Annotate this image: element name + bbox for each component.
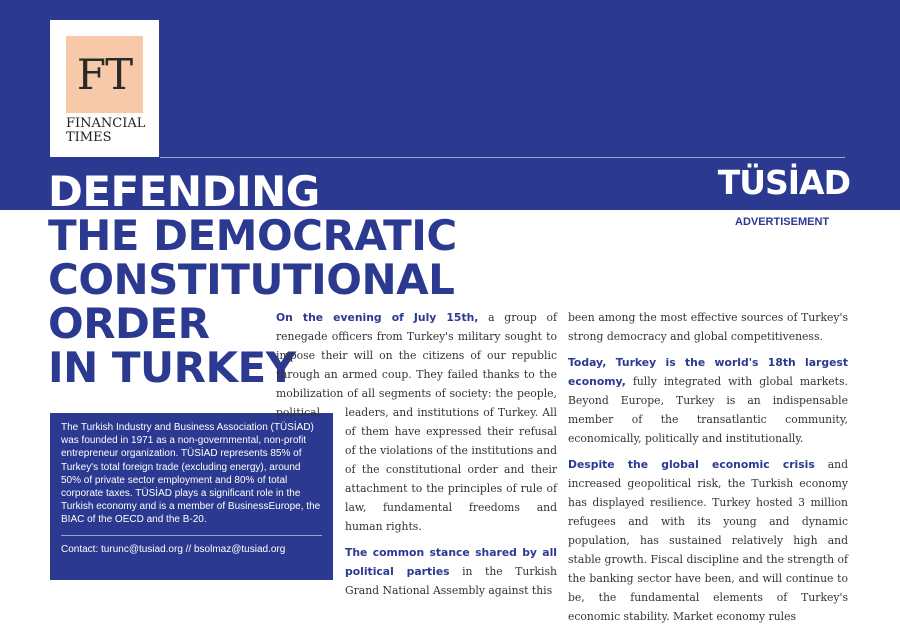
- ft-logo-letters: FT: [76, 50, 133, 99]
- column-2-paragraph-2-lead: Today, Turkey is the world's 18th largest economy,: [568, 356, 848, 388]
- paragraph-1-text: a group of renegade officers from Turkey's military sought to impose their will on the citizens of our republic through an armed coup. They failed thanks to the mobilization of all segments of society: the people, political: [276, 311, 557, 419]
- about-divider: [61, 535, 322, 536]
- about-text: The Turkish Industry and Business Association (TÜSİAD) was founded in 1971 as a non-governmental, non-profit entrepreneur organization. TÜSİAD represents 85% of Turkey's total foreign trade (excluding energy), around 50% of private sector employment and 80% of total corporate taxes. TÜSİAD plays a significant role in the Turkish economy and is a member of BusinessEurope, the BIAC of the OECD and the B-20.: [61, 422, 321, 526]
- tusiad-logo: TÜSİAD: [717, 163, 850, 202]
- header-divider: [160, 157, 845, 158]
- ft-logo-mark: [66, 36, 143, 113]
- paragraph-1-continued: leaders, and institutions of Turkey. All of them have expressed their refusal of the violations of the institutions and of the constitutional order and their attachment to the principles of rule of law, fundamental freedoms and human rights.: [345, 406, 557, 533]
- article-column-2: [568, 308, 848, 626]
- paragraph-2: [345, 543, 557, 600]
- headline-line-1: DEFENDING: [48, 167, 320, 216]
- column-2-paragraph-3-lead: Despite the global economic crisis: [568, 458, 815, 471]
- column-2-paragraph-3: [568, 455, 848, 626]
- advertisement-label: ADVERTISEMENT: [735, 216, 830, 228]
- column-2-paragraph-1: been among the most effective sources of Turkey's strong democracy and global competitiveness.: [568, 311, 848, 343]
- column-2-paragraph-2: [568, 353, 848, 448]
- ft-logo-line1: FINANCIAL: [66, 116, 146, 131]
- headline-line-3: CONSTITUTIONAL: [48, 255, 455, 304]
- ft-logo-wordmark: [66, 117, 145, 145]
- headline-line-4: ORDER: [48, 299, 210, 348]
- contact-line: Contact: turunc@tusiad.org // bsolmaz@tusiad.org: [61, 543, 286, 555]
- ft-logo: [50, 20, 159, 157]
- paragraph-1-lead: On the evening of July 15th,: [276, 311, 479, 324]
- column-2-paragraph-3-text: and increased geopolitical risk, the Turkish economy has displayed resilience. Turkey hosted 3 million refugees and with its young and dynamic population, has sustained relatively high and stable growth. Fiscal discipline and the strength of the banking sector have been, and will continue to be, the fundamental elements of Turkey's economic stability. Market economy rules: [568, 458, 849, 623]
- headline-line-5: IN TURKEY: [48, 343, 296, 392]
- headline-line-2: THE DEMOCRATIC: [48, 211, 457, 260]
- paragraph-2-lead: The common stance shared by all political parties: [345, 546, 557, 578]
- article-column-1-bottom: [345, 403, 557, 600]
- ft-logo-line2: TIMES: [66, 130, 112, 145]
- about-box: [50, 413, 333, 580]
- column-2-paragraph-2-text: fully integrated with global markets. Beyond Europe, Turkey is an indispensable member of the transatlantic community, economically, politically and institutionally.: [568, 375, 848, 445]
- paragraph-2-text: in the Turkish Grand National Assembly against this: [345, 565, 557, 597]
